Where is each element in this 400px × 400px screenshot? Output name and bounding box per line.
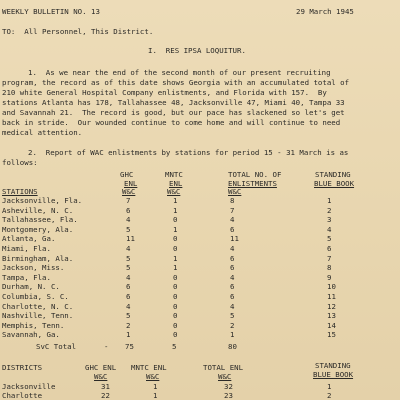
- table-row-ghc: 5: [126, 263, 131, 273]
- table-row-station: Charlotte, N. C.: [2, 301, 74, 311]
- table-row-total: 4: [230, 215, 235, 225]
- district-row-name: Charlotte: [2, 391, 43, 400]
- col-header2-ghc: GHC ENL: [85, 363, 117, 372]
- table-row-standing: 6: [327, 244, 332, 253]
- paragraph-line: medical attention.: [2, 128, 83, 137]
- table-row-station: Atlanta, Ga.: [2, 234, 56, 244]
- paragraph-line: 2. Report of WAC enlistments by stations for period 15 - 31 March is as: [28, 148, 349, 157]
- col-header2-mntc-wac: W&C: [146, 372, 160, 381]
- table-row-station: Montgomery, Ala.: [2, 224, 74, 234]
- col-header2-blue-book: BLUE BOOK: [313, 370, 354, 379]
- svc-total-label: SvC Total: [36, 342, 77, 351]
- table-row-station: Tallahassee, Fla.: [2, 215, 78, 225]
- district-row-total: 32: [224, 382, 233, 391]
- table-row-mntc: 0: [173, 244, 178, 253]
- col-header-mntc: MNTC: [165, 170, 183, 179]
- table-row-ghc: 4: [126, 215, 131, 225]
- table-row-ghc: 6: [126, 282, 131, 292]
- table-row-standing: 5: [327, 234, 332, 244]
- col-header-standing: STANDING: [315, 170, 351, 179]
- table-row-mntc: 0: [173, 292, 178, 301]
- table-row-total: 4: [230, 272, 235, 282]
- district-row-standing: 2: [327, 391, 332, 400]
- table-row-mntc: 0: [173, 234, 178, 244]
- table-row-total: 6: [230, 263, 235, 273]
- table-row-mntc: 0: [173, 282, 178, 292]
- col-header-total-enl: ENLISTMENTS: [228, 179, 277, 188]
- district-row-ghc: 31: [101, 382, 110, 391]
- table-row-mntc: 0: [173, 272, 178, 282]
- col-header-ghc-enl: ENL: [124, 179, 138, 188]
- bulletin-date: 29 March 1945: [296, 7, 354, 16]
- table-row-mntc: 0: [173, 301, 178, 311]
- paragraph-line: follows:: [2, 158, 38, 167]
- table-row-mntc: 0: [173, 320, 178, 330]
- table-row-station: Nashville, Tenn.: [2, 311, 74, 321]
- col-header-total-wac: W&C: [228, 187, 242, 196]
- table-row-total: 2: [230, 320, 235, 330]
- table-row-ghc: 5: [126, 253, 131, 263]
- table-row-mntc: 0: [173, 311, 178, 321]
- table-row-total: 6: [230, 224, 235, 234]
- paragraph-line: 1. As we near the end of the second month of our present recruiting: [28, 68, 331, 77]
- table-row-station: Columbia, S. C.: [2, 292, 69, 301]
- col-header2-standing: STANDING: [315, 361, 351, 370]
- table-row-mntc: 0: [173, 330, 178, 340]
- col-header2-ghc-wac: W&C: [94, 372, 108, 381]
- table-row-mntc: 1: [173, 224, 178, 234]
- table-row-standing: 3: [327, 215, 332, 225]
- to-line: TO: All Personnel, This District.: [2, 27, 154, 36]
- district-row-ghc: 22: [101, 391, 110, 400]
- paragraph-line: back in stride. Our wounded continue to come home and will continue to need: [2, 118, 341, 127]
- table-row-standing: 13: [327, 311, 336, 321]
- district-row-mntc: 1: [153, 391, 158, 400]
- table-row-mntc: 1: [173, 253, 178, 263]
- table-row-total: 1: [230, 330, 235, 340]
- table-row-standing: 14: [327, 320, 336, 330]
- district-row-mntc: 1: [153, 382, 158, 391]
- section-heading: I. RES IPSA LOQUITUR.: [148, 46, 246, 55]
- table-row-mntc: 1: [173, 196, 178, 205]
- table-row-standing: 9: [327, 272, 332, 282]
- table-row-total: 5: [230, 311, 235, 321]
- table-row-ghc: 5: [126, 311, 131, 321]
- table-row-station: Durham, N. C.: [2, 282, 60, 292]
- table-row-total: 6: [230, 292, 235, 301]
- paragraph-line: 210 white General Hospital Company enlistments, and Florida with 157. By: [2, 88, 327, 97]
- table-row-station: Jacksonville, Fla.: [2, 196, 83, 205]
- table-row-standing: 1: [327, 196, 332, 205]
- table-row-station: Jackson, Miss.: [2, 263, 65, 273]
- svc-total-ghc: 75: [125, 342, 134, 351]
- table-row-mntc: 1: [173, 205, 178, 215]
- table-row-ghc: 2: [126, 320, 131, 330]
- svc-total-mntc: 5: [172, 342, 177, 351]
- table-row-standing: 11: [327, 292, 336, 301]
- col-header2-total-wac: W&C: [218, 372, 232, 381]
- paragraph-line: program, the record as of this date shows Georgia with an accumulated total of: [2, 78, 350, 87]
- table-row-total: 6: [230, 253, 235, 263]
- table-row-station: Savannah, Ga.: [2, 330, 60, 340]
- col-header-ghc: GHC: [120, 170, 134, 179]
- table-row-standing: 8: [327, 263, 332, 273]
- col-header-ghc-wac: W&C: [122, 187, 136, 196]
- table-row-total: 7: [230, 205, 235, 215]
- table-row-total: 4: [230, 244, 235, 253]
- table-row-standing: 12: [327, 301, 336, 311]
- table-row-mntc: 0: [173, 215, 178, 225]
- table-row-ghc: 1: [126, 330, 131, 340]
- district-row-standing: 1: [327, 382, 332, 391]
- table-row-ghc: 7: [126, 196, 131, 205]
- table-row-ghc: 4: [126, 272, 131, 282]
- col-header2-total: TOTAL ENL: [203, 363, 244, 372]
- table-row-standing: 15: [327, 330, 336, 340]
- table-row-mntc: 1: [173, 263, 178, 273]
- table-row-ghc: 4: [126, 244, 131, 253]
- paragraph-line: and Savannah 21. The record is good, but our pace has slackened so let's get: [2, 108, 345, 117]
- district-row-total: 23: [224, 391, 233, 400]
- table-row-station: Memphis, Tenn.: [2, 320, 65, 330]
- table-row-total: 11: [230, 234, 239, 244]
- col-header-blue-book: BLUE BOOK: [314, 179, 355, 188]
- table-row-station: Miami, Fla.: [2, 244, 51, 253]
- table-row-standing: 2: [327, 205, 332, 215]
- col-header-districts: DISTRICTS: [2, 363, 43, 372]
- table-row-total: 8: [230, 196, 235, 205]
- svc-total-total: 80: [228, 342, 237, 351]
- district-row-name: Jacksonville: [2, 382, 56, 391]
- table-row-ghc: 6: [126, 205, 131, 215]
- table-row-station: Tampa, Fla.: [2, 272, 51, 282]
- table-row-ghc: 11: [126, 234, 135, 244]
- table-row-ghc: 5: [126, 224, 131, 234]
- table-row-standing: 4: [327, 224, 332, 234]
- col-header-mntc-wac: W&C: [167, 187, 181, 196]
- col-header-mntc-enl: ENL: [169, 179, 183, 188]
- table-row-total: 4: [230, 301, 235, 311]
- bulletin-number: WEEKLY BULLETIN NO. 13: [2, 7, 100, 16]
- table-row-ghc: 6: [126, 292, 131, 301]
- table-row-standing: 7: [327, 253, 332, 263]
- col-header-stations: STATIONS: [2, 187, 38, 196]
- table-row-station: Birmingham, Ala.: [2, 253, 74, 263]
- paragraph-line: stations Atlanta has 178, Tallahassee 48, Jacksonville 47, Miami 40, Tampa 33: [2, 98, 345, 107]
- table-row-standing: 10: [327, 282, 336, 292]
- table-row-station: Asheville, N. C.: [2, 205, 74, 215]
- table-row-total: 6: [230, 282, 235, 292]
- table-row-ghc: 4: [126, 301, 131, 311]
- col-header-total: TOTAL NO. OF: [228, 170, 282, 179]
- svc-total-dash: -: [104, 342, 109, 351]
- col-header2-mntc: MNTC ENL: [131, 363, 167, 372]
